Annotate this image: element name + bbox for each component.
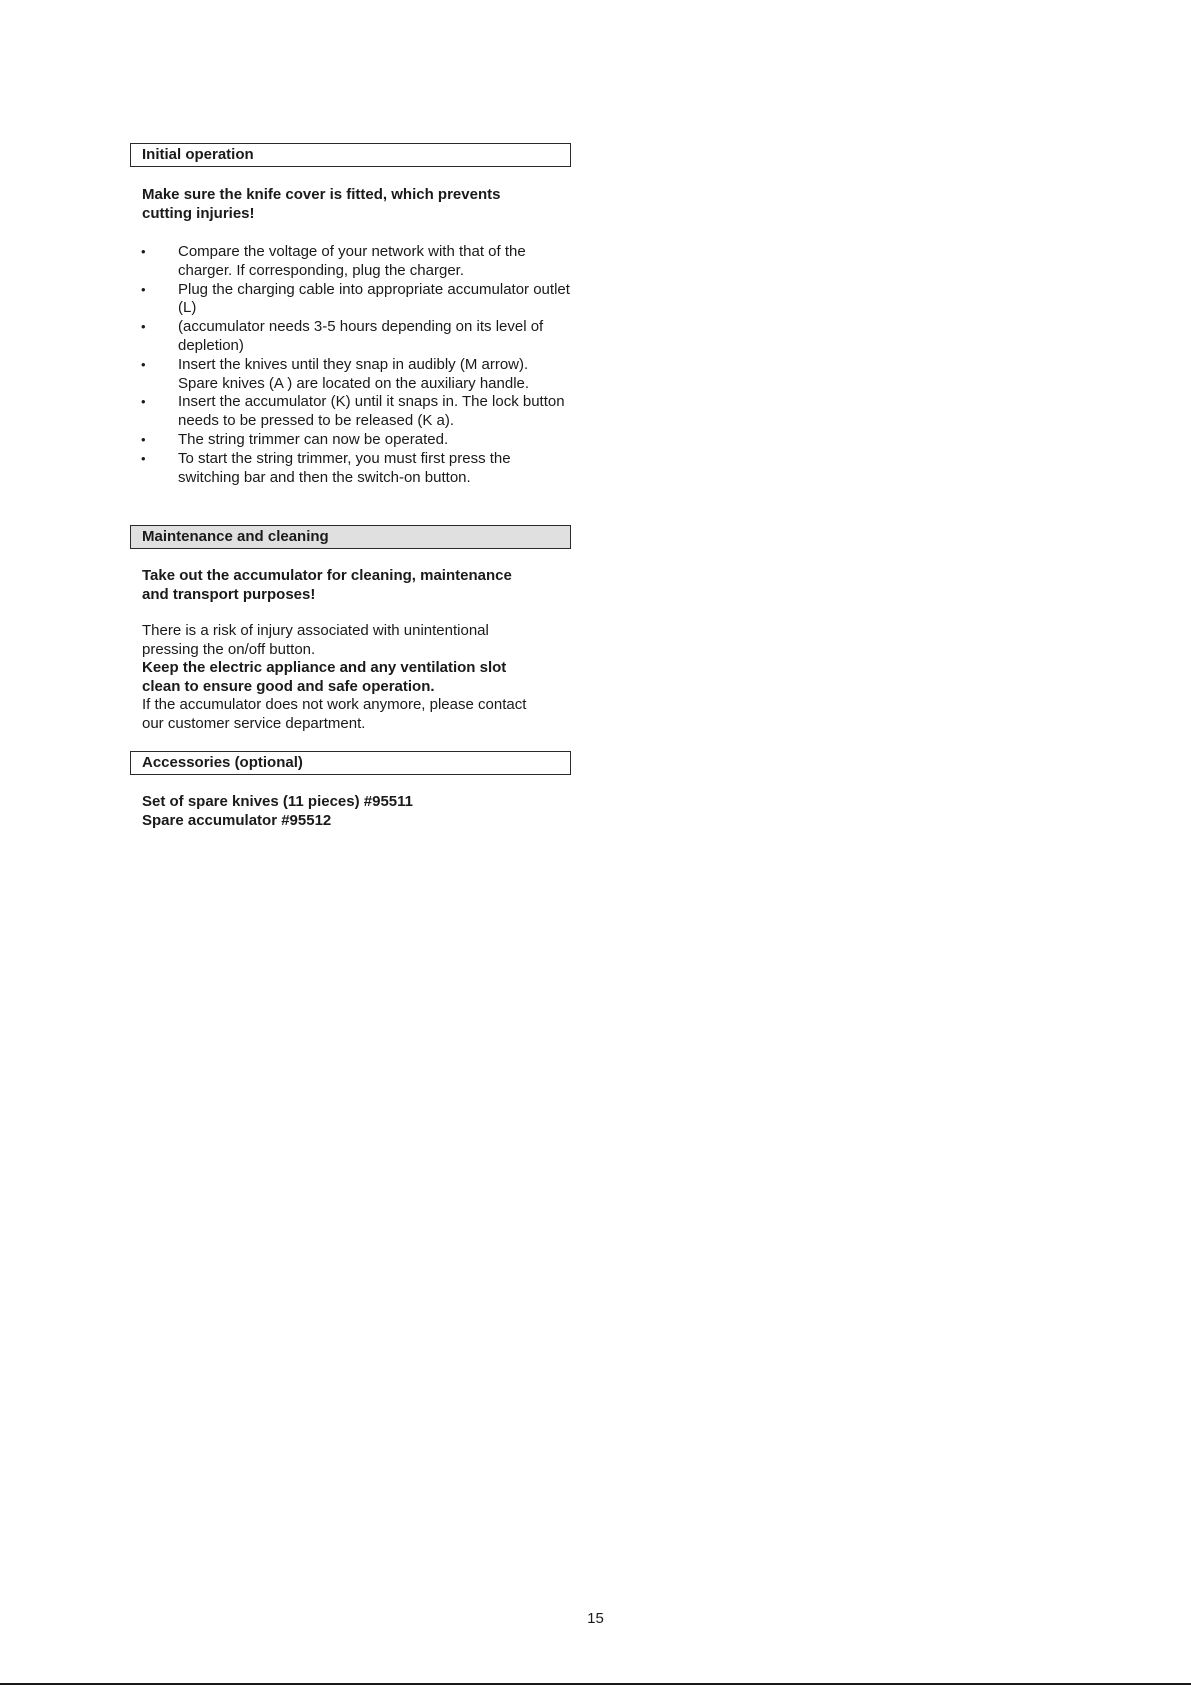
accessories-list — [142, 793, 562, 830]
warning-accumulator — [142, 567, 562, 604]
section-header-initial-operation — [130, 143, 571, 167]
bullet-icon: • — [141, 244, 146, 259]
list-item — [130, 243, 571, 281]
bullet-icon: • — [141, 319, 146, 335]
warning-knife-cover — [142, 186, 562, 223]
list-item-text: Plug the charging cable into appropriate accumulator outlet (L) — [178, 280, 570, 317]
list-item — [130, 393, 571, 431]
list-item — [130, 450, 571, 488]
list-item — [130, 356, 571, 394]
section-title: Maintenance and cleaning — [142, 528, 329, 545]
warning-line: cutting injuries! — [142, 204, 255, 222]
list-item — [130, 431, 571, 450]
list-item — [130, 281, 571, 319]
warning-line: and transport purposes! — [142, 585, 316, 603]
list-item-text: Insert the knives until they snap in audibly (M arrow). Spare knives (A ) are located on the auxiliary handle. — [178, 355, 530, 392]
body-line-bold: clean to ensure good and safe operation. — [142, 677, 435, 695]
body-line: If the accumulator does not work anymore, please contact — [142, 696, 527, 713]
section-header-accessories — [130, 751, 571, 775]
accessory-item: Set of spare knives (11 pieces) #95511 — [142, 793, 414, 810]
bullet-icon: • — [141, 431, 146, 447]
body-line: our customer service department. — [142, 714, 366, 732]
bullet-icon: • — [141, 394, 146, 410]
list-item-text: Insert the accumulator (K) until it snaps in. The lock button needs to be pressed to be released (K a). — [178, 393, 565, 430]
bullet-icon: • — [141, 356, 146, 372]
section-title: Accessories (optional) — [142, 754, 303, 771]
warning-line: Take out the accumulator for cleaning, maintenance — [142, 567, 512, 584]
list-item-text: (accumulator needs 3-5 hours depending on its level of depletion) — [178, 318, 544, 354]
list-item-text: To start the string trimmer, you must first press the switching bar and then the switch-on button. — [178, 449, 511, 486]
section-title: Initial operation — [142, 146, 254, 163]
initial-operation-steps — [130, 243, 571, 487]
bullet-icon: • — [141, 450, 146, 466]
bullet-icon: • — [141, 281, 146, 297]
list-item-text: Compare the voltage of your network with that of the charger. If corresponding, plug the charger. — [178, 243, 526, 279]
section-header-maintenance — [130, 525, 571, 549]
list-item-text: The string trimmer can now be operated. — [178, 430, 449, 448]
warning-line: Make sure the knife cover is fitted, which prevents — [142, 186, 501, 203]
body-line-bold: Keep the electric appliance and any ventilation slot — [142, 659, 507, 676]
body-line: There is a risk of injury associated with unintentional — [142, 622, 489, 639]
maintenance-body — [142, 622, 562, 733]
body-line: pressing the on/off button. — [142, 640, 316, 658]
accessory-item: Spare accumulator #95512 — [142, 811, 332, 829]
page-number: 15 — [587, 1610, 604, 1627]
list-item — [130, 318, 571, 356]
